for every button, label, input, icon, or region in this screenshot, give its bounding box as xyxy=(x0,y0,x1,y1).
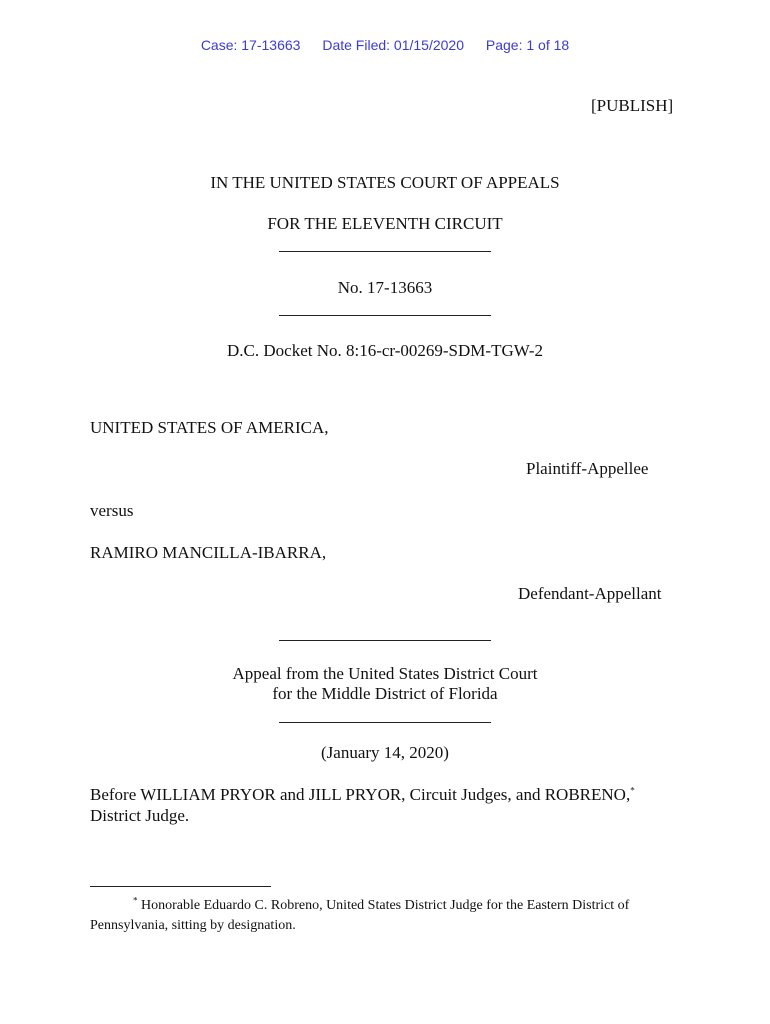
plaintiff-name: UNITED STATES OF AMERICA, xyxy=(90,418,329,437)
appeal-origin-line2: for the Middle District of Florida xyxy=(272,684,498,703)
publish-label: [PUBLISH] xyxy=(591,96,674,115)
panel-line2: District Judge. xyxy=(90,806,190,825)
appeal-origin-line1: Appeal from the United States District Court xyxy=(232,664,538,683)
footnote-divider xyxy=(90,886,271,887)
docket-number: D.C. Docket No. 8:16-cr-00269-SDM-TGW-2 xyxy=(227,341,543,360)
footnote-text: Honorable Eduardo C. Robreno, United States District Judge for the Eastern District of xyxy=(137,898,630,913)
plaintiff-role: Plaintiff-Appellee xyxy=(526,459,649,478)
footnote-line1 xyxy=(90,896,690,916)
divider xyxy=(279,251,491,252)
pdf-header xyxy=(0,37,770,53)
divider xyxy=(279,640,491,641)
panel-text: Before WILLIAM PRYOR and JILL PRYOR, Circuit Judges, and ROBRENO, xyxy=(90,785,631,804)
page-number-header: Page: 1 of 18 xyxy=(485,37,570,53)
footnote-marker: * xyxy=(630,785,635,796)
panel-line1 xyxy=(90,785,635,805)
defendant-name: RAMIRO MANCILLA-IBARRA, xyxy=(90,543,327,562)
court-title: IN THE UNITED STATES COURT OF APPEALS xyxy=(210,173,560,192)
case-number-header: Case: 17-13663 xyxy=(200,37,301,53)
circuit-title: FOR THE ELEVENTH CIRCUIT xyxy=(267,214,503,233)
decision-date: (January 14, 2020) xyxy=(321,743,449,762)
defendant-role: Defendant-Appellant xyxy=(518,584,662,603)
divider xyxy=(279,722,491,723)
versus-text: versus xyxy=(90,501,134,520)
divider xyxy=(279,315,491,316)
footnote xyxy=(90,896,690,936)
date-filed-header: Date Filed: 01/15/2020 xyxy=(322,37,464,53)
footnote-line2: Pennsylvania, sitting by designation. xyxy=(90,918,296,933)
case-number: No. 17-13663 xyxy=(337,278,433,297)
footnote-marker: * xyxy=(133,895,138,906)
